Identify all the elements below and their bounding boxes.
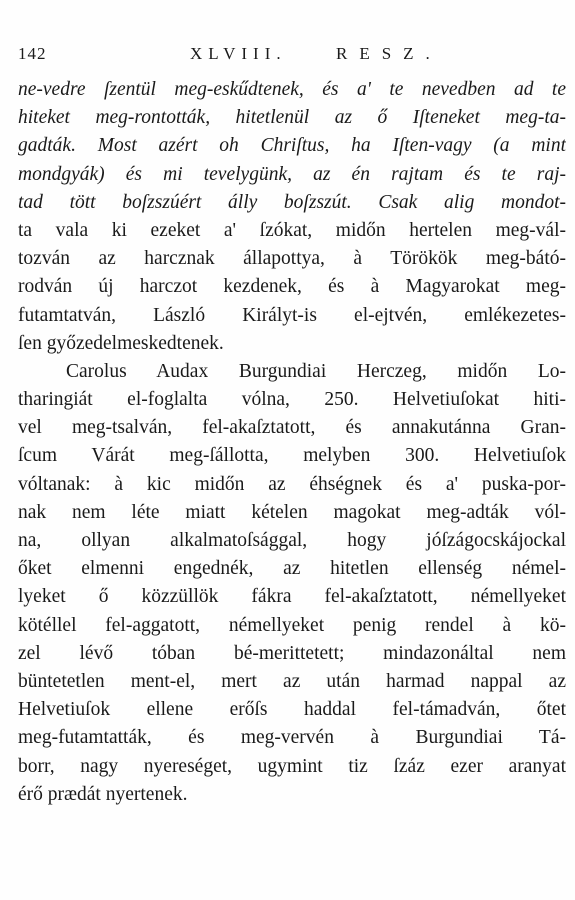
text-line: ſcum Várát meg-ſállotta, melyben 300. Helvetiuſok <box>18 445 566 467</box>
text-line: büntetetlen ment-el, mert az után harmad nappal az <box>18 670 566 692</box>
text-line: mondgyák) és mi tevelygünk, az én rajtam és te raj- <box>18 163 566 185</box>
paragraph-start-line: Carolus Audax Burgundiai Herczeg, midőn Lo- <box>66 360 566 382</box>
text-line: nak nem léte miatt kételen magokat meg-adták vól- <box>18 501 566 523</box>
text-line: lyeket ő közzüllök fákra fel-akaſztatott, némellyeket <box>18 586 566 608</box>
text-line: zel lévő tóban bé-merittetett; mindazonáltal nem <box>18 642 566 664</box>
page-number: 142 <box>18 44 47 63</box>
text-line: rodván új harczot kezdenek, és à Magyarokat meg- <box>18 276 566 298</box>
text-line: vel meg-tsalván, fel-akaſztatott, és annakutánna Gran- <box>18 417 566 439</box>
text-line: őket elmenni engednék, az hitetlen ellenség némel- <box>18 558 566 580</box>
text-line: tad tött boſzszúért álly boſzszút. Csak alig mondot- <box>18 191 566 213</box>
text-line: tozván az harcznak állapottya, à Törökök meg-bátó- <box>18 248 566 270</box>
text-line: na, ollyan alkalmatoſsággal, hogy jóſzágocskájockal <box>18 530 566 551</box>
text-line: borr, nagy nyereséget, ugymint tiz ſzáz ezer aranyat <box>18 755 566 777</box>
text-line: Helvetiuſok ellene erőſs haddal fel-támadván, őtet <box>18 699 566 721</box>
text-line: vóltanak: à kic midőn az éhségnek és a' puska-por- <box>18 473 566 495</box>
chapter-signature: XLVIII. <box>190 44 287 63</box>
text-line: ta vala ki ezeket a' ſzókat, midőn hertelen meg-vál- <box>18 219 566 241</box>
running-head <box>18 44 566 68</box>
section-title: RESZ. <box>336 44 442 63</box>
text-line: meg-futamtatták, és meg-vervén à Burgundiai Tá- <box>18 727 566 749</box>
text-line: hiteket meg-rontották, hitetlenül az ő Iſteneket meg-ta- <box>18 107 566 129</box>
text-line: gadták. Most azért oh Chriſtus, ha Iſten-vagy (a mint <box>18 135 566 157</box>
text-line: kötéllel fel-aggatott, némellyeket penig rendel à kö- <box>18 614 566 636</box>
text-line: ſen győzedelmeskedtenek. <box>18 332 224 354</box>
text-line: ne-vedre ſzentül meg-eskűdtenek, és a' te nevedben ad te <box>18 79 566 100</box>
text-line: tharingiát el-foglalta vólna, 250. Helvetiuſokat hiti- <box>18 389 566 411</box>
body-text <box>18 76 566 809</box>
text-line: futamtatván, László Királyt-is el-ejtvén, emlékezetes- <box>18 304 566 326</box>
text-line: érő prædát nyertenek. <box>18 783 188 805</box>
